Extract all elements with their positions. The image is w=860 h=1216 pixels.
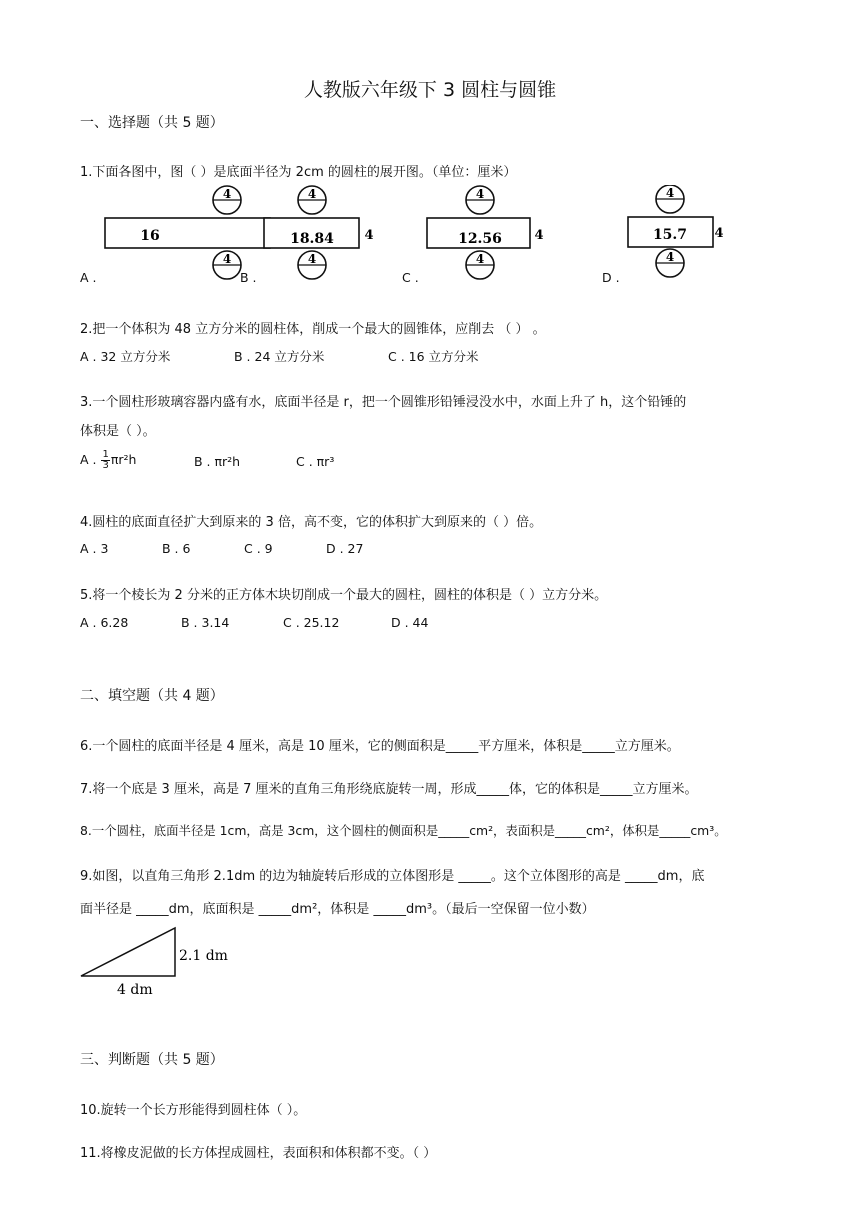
q2-option-b: B . 24 立方分米: [234, 349, 325, 364]
q9-base-label: 4 dm: [117, 982, 153, 998]
q3-option-a-label: A .: [80, 452, 97, 467]
q1-b-side-label: 4: [364, 228, 374, 243]
q5-option-a: A . 6.28: [80, 615, 129, 630]
q9-height-label: 2.1 dm: [179, 948, 228, 964]
q1-d-bottom-circle-label: 4: [665, 250, 675, 264]
right-triangle: [81, 928, 175, 976]
question-9-line-2: 面半径是 _____dm，底面积是 _____dm²，体积是 _____dm³。（最后一空保留一位小数）: [80, 902, 595, 917]
q1-option-d: D .: [602, 270, 620, 285]
q1-c-rect-label: 12.56: [458, 231, 502, 247]
q1-a-top-circle-label: 4: [222, 187, 232, 201]
q1-option-a: A .: [80, 270, 97, 285]
q5-option-c: C . 25.12: [283, 615, 340, 630]
q3-option-a-expr: πr²h: [110, 452, 137, 467]
question-6: 6.一个圆柱的底面半径是 4 厘米，高是 10 厘米，它的侧面积是_____平方厘米，体积是_____立方厘米。: [80, 739, 680, 754]
question-1: 1.下面各图中，图（ ）是底面半径为 2cm 的圆柱的展开图。（单位：厘米）: [80, 165, 517, 180]
question-3-line-2: 体积是（ ）。: [80, 424, 156, 439]
question-7: 7.将一个底是 3 厘米，高是 7 厘米的直角三角形绕底旋转一周，形成_____体，它的体积是_____立方厘米。: [80, 782, 698, 797]
q1-figures: [78, 185, 778, 290]
q4-option-a: A . 3: [80, 541, 109, 556]
q2-option-a: A . 32 立方分米: [80, 349, 171, 364]
question-10: 10.旋转一个长方形能得到圆柱体（ ）。: [80, 1103, 307, 1118]
q9-triangle-figure: [78, 925, 278, 1000]
section-heading-judge: 三、判断题（共 5 题）: [80, 1052, 224, 1068]
q1-figure-d: [628, 185, 724, 277]
q1-d-top-circle-label: 4: [665, 186, 675, 200]
question-2: 2.把一个体积为 48 立方分米的圆柱体，削成一个最大的圆锥体，应削去 （ ） 。: [80, 322, 546, 337]
q1-b-bottom-circle-label: 4: [307, 252, 317, 266]
q1-c-top-circle-label: 4: [475, 187, 485, 201]
q1-b-rect-label: 18.84: [290, 231, 334, 247]
q3-option-b: B . πr²h: [194, 454, 241, 469]
q4-option-d: D . 27: [326, 541, 364, 556]
q1-c-side-label: 4: [534, 228, 544, 243]
q1-a-rect-label: 16: [140, 228, 160, 244]
q1-c-bottom-circle-label: 4: [475, 252, 485, 266]
q3-option-a-fraction: $\frac{1}{3}$: [102, 449, 109, 471]
q4-option-b: B . 6: [162, 541, 191, 556]
question-3-line-1: 3.一个圆柱形玻璃容器内盛有水，底面半径是 r，把一个圆锥形铅锤浸没水中，水面上升了 h，这个铅锤的: [80, 395, 687, 410]
q3-option-c: C . πr³: [296, 454, 335, 469]
question-8: 8.一个圆柱，底面半径是 1cm，高是 3cm，这个圆柱的侧面积是_____cm²，表面积是_____cm²，体积是_____cm³。: [80, 823, 727, 838]
q1-option-c: C .: [402, 270, 419, 285]
q1-figure-b: [264, 186, 374, 279]
section-heading-choice: 一、选择题（共 5 题）: [80, 115, 224, 131]
q1-option-b: B .: [240, 270, 257, 285]
q1-a-bottom-circle-label: 4: [222, 252, 232, 266]
section-heading-fill: 二、填空题（共 4 题）: [80, 688, 224, 704]
question-9-line-1: 9.如图，以直角三角形 2.1dm 的边为轴旋转后形成的立体图形是 _____。这个立体图形的高是 _____dm，底: [80, 869, 705, 884]
question-11: 11.将橡皮泥做的长方体捏成圆柱，表面积和体积都不变。（ ）: [80, 1146, 437, 1161]
q5-option-d: D . 44: [391, 615, 429, 630]
q1-figure-c: [427, 186, 544, 279]
question-5: 5.将一个棱长为 2 分米的正方体木块切削成一个最大的圆柱，圆柱的体积是（ ）立方分米。: [80, 588, 608, 603]
q4-option-c: C . 9: [244, 541, 273, 556]
q1-d-side-label: 4: [714, 226, 724, 241]
q1-figure-a: [105, 186, 285, 279]
q3-option-a: [80, 450, 136, 471]
q1-d-rect-label: 15.7: [652, 227, 688, 243]
q2-option-c: C . 16 立方分米: [388, 349, 479, 364]
page-title: 人教版六年级下 3 圆柱与圆锥: [303, 79, 557, 101]
q5-option-b: B . 3.14: [181, 615, 230, 630]
question-4: 4.圆柱的底面直径扩大到原来的 3 倍，高不变，它的体积扩大到原来的（ ）倍。: [80, 515, 543, 530]
q1-b-top-circle-label: 4: [307, 187, 317, 201]
